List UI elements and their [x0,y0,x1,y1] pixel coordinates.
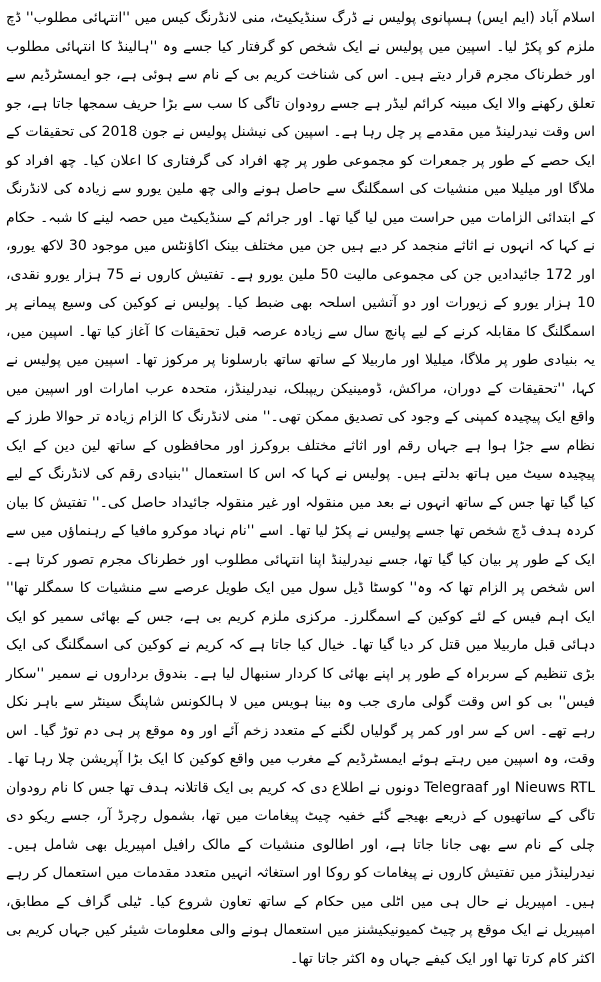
article-text: اسلام آباد (ایم ایس) ہسپانوی پولیس نے ڈرگ سنڈیکیٹ، منی لانڈرنگ کیس میں ''انتہائی مطلوب'' ڈچ ملزم کو پکڑ لیا۔ اسپین میں پولیس نے ایک شخص کو گرفتار کیا جسے وہ ''ہالینڈ کا انتہائی مطلوب اور خطرناک مجرم قرار دیتے ہیں۔ اس کی شناخت کریم بی کے نام سے ہوئی ہے، جو ایمسٹرڈیم سے تعلق رکھنے والا ایک مبینہ کرائم لیڈر ہے جسے رودوان تاگی کا سب سے بڑا حریف سمجھا جاتا ہے، جو اس وقت نیدرلینڈ میں مقدمے پر چل رہا ہے۔ اسپین کی نیشنل پولیس نے جون 2018 کی تحقیقات کے ایک حصے کے طور پر جمعرات کو مجموعی طور پر چھ افراد کی گرفتاری کا اعلان کیا۔ چھ افراد کو ملاگا اور میلیلا میں منشیات کی اسمگلنگ سے حاصل ہونے والی چھ ملین یورو سے زیادہ کی لانڈرنگ کے ابتدائی الزامات میں حراست میں لیا گیا تھا۔ اور جرائم کے سنڈیکیٹ میں حصہ لینے کا شبہ۔ حکام نے کہا کہ انہوں نے اثاثے منجمد کر دیے ہیں جن میں مختلف بینک اکاؤنٹس میں موجود 30 لاکھ یورو، اور 172 جائیدادیں جن کی مجموعی مالیت 50 ملین یورو ہے۔ تفتیش کاروں نے 75 ہزار یورو نقدی، 10 ہزار یورو کے زیورات اور دو آتشیں اسلحہ بھی ضبط کیا۔ پولیس نے کوکین کی وسیع پیمانے پر اسمگلنگ کا مقابلہ کرنے کے لیے پانچ سال سے زیادہ عرصہ قبل تحقیقات کا آغاز کیا تھا۔ اسپین میں، یہ بنیادی طور پر ملاگا، میلیلا اور ماربیلا کے ساتھ ساتھ بارسلونا پر مرکوز تھا۔ اسپین میں پولیس نے کہا، ''تحقیقات کے دوران، مراکش، ڈومینیکن ریپبلک، نیدرلینڈز، متحدہ عرب امارات اور اسپین میں واقع ایک پیچیدہ کمپنی کے وجود کی تصدیق ممکن تھی۔'' منی لانڈرنگ کا الزام زیادہ تر حوالا طرز کے نظام سے جڑا ہوا ہے جہاں رقم اور اثاثے مختلف بروکرز اور محافظوں کے ساتھ لین دین کے ایک پیچیدہ سیٹ میں ہاتھ بدلتے ہیں۔ پولیس نے کہا کہ اس کا استعمال ''بنیادی رقم کی لانڈرنگ کے لیے کیا گیا تھا جس کے ساتھ انہوں نے بعد میں منقولہ اور غیر منقولہ جائیداد حاصل کی۔'' تفتیش کا بیان کردہ ہدف ڈچ شخص تھا جسے پولیس نے پکڑ لیا تھا۔ اسے ''نام نہاد موکرو مافیا کے رہنماؤں میں سے ایک کے طور پر بیان کیا گیا تھا، جسے نیدرلینڈ اپنا انتہائی مطلوب اور خطرناک مجرم تصور کرتا ہے۔ اس شخص پر الزام تھا کہ وہ'' کوسٹا ڈیل سول میں ایک طویل عرصے سے منشیات کا سمگلر تھا'' ایک اہم فیس کے لئے کوکین کے اسمگلرز۔ مرکزی ملزم کریم بی ہے، جس کے بھائی سمیر کو ایک دہائی قبل ماربیلا میں قتل کر دیا گیا تھا۔ خیال کیا جاتا ہے کہ کریم نے کوکین کی اسمگلنگ کی ایک بڑی تنظیم کے سربراہ کے طور پر اپنے بھائی کا کردار سنبھال لیا ہے۔ بندوق برداروں نے سمیر ''سکار فیس'' بی کو اس وقت گولی ماری جب وہ بینا ہویس میں لا ہالکونس شاپنگ سینٹر سے باہر نکل رہے تھے۔ اس کے سر اور کمر پر گولیاں لگنے کے متعدد زخم آئے اور وہ موقع پر ہی دم توڑ گیا۔ اس وقت، وہ اسپین میں رہتے ہوئے ایمسٹرڈیم کے مغرب میں واقع کوکین کا ایک بڑا آپریشن چلا رہا تھا۔ Nieuws RTL اور Telegraaf دونوں نے اطلاع دی کہ کریم بی ایک قاتلانہ ہدف تھا جس کا نام رودوان تاگی کے ساتھیوں کے ذریعے بھیجے گئے خفیہ چیٹ پیغامات میں تھا، بشمول رچرڈ آر، جسے ریکو دی چلی کے نام سے بھی جانا جاتا ہے، اور اطالوی منشیات کے مالک رافیل امپیریل بھی شامل ہیں۔ نیدرلینڈز میں تفتیش کاروں نے پیغامات کو روکا اور استغاثہ انہیں متعدد مقدمات میں استعمال کر رہے ہیں۔ امپیریل نے حال ہی میں اٹلی میں حکام کے ساتھ تعاون شروع کیا۔ ٹیلی گراف کے مطابق، امپیریل نے ایک موقع پر چیٹ کمیونیکیشنز میں استعمال ہونے والی معلومات شیئر کیں جہاں کریم بی اکثر کام کرتا تھا اور ایک کیفے جہاں وہ اکثر جاتا تھا۔ [6,10,596,967]
